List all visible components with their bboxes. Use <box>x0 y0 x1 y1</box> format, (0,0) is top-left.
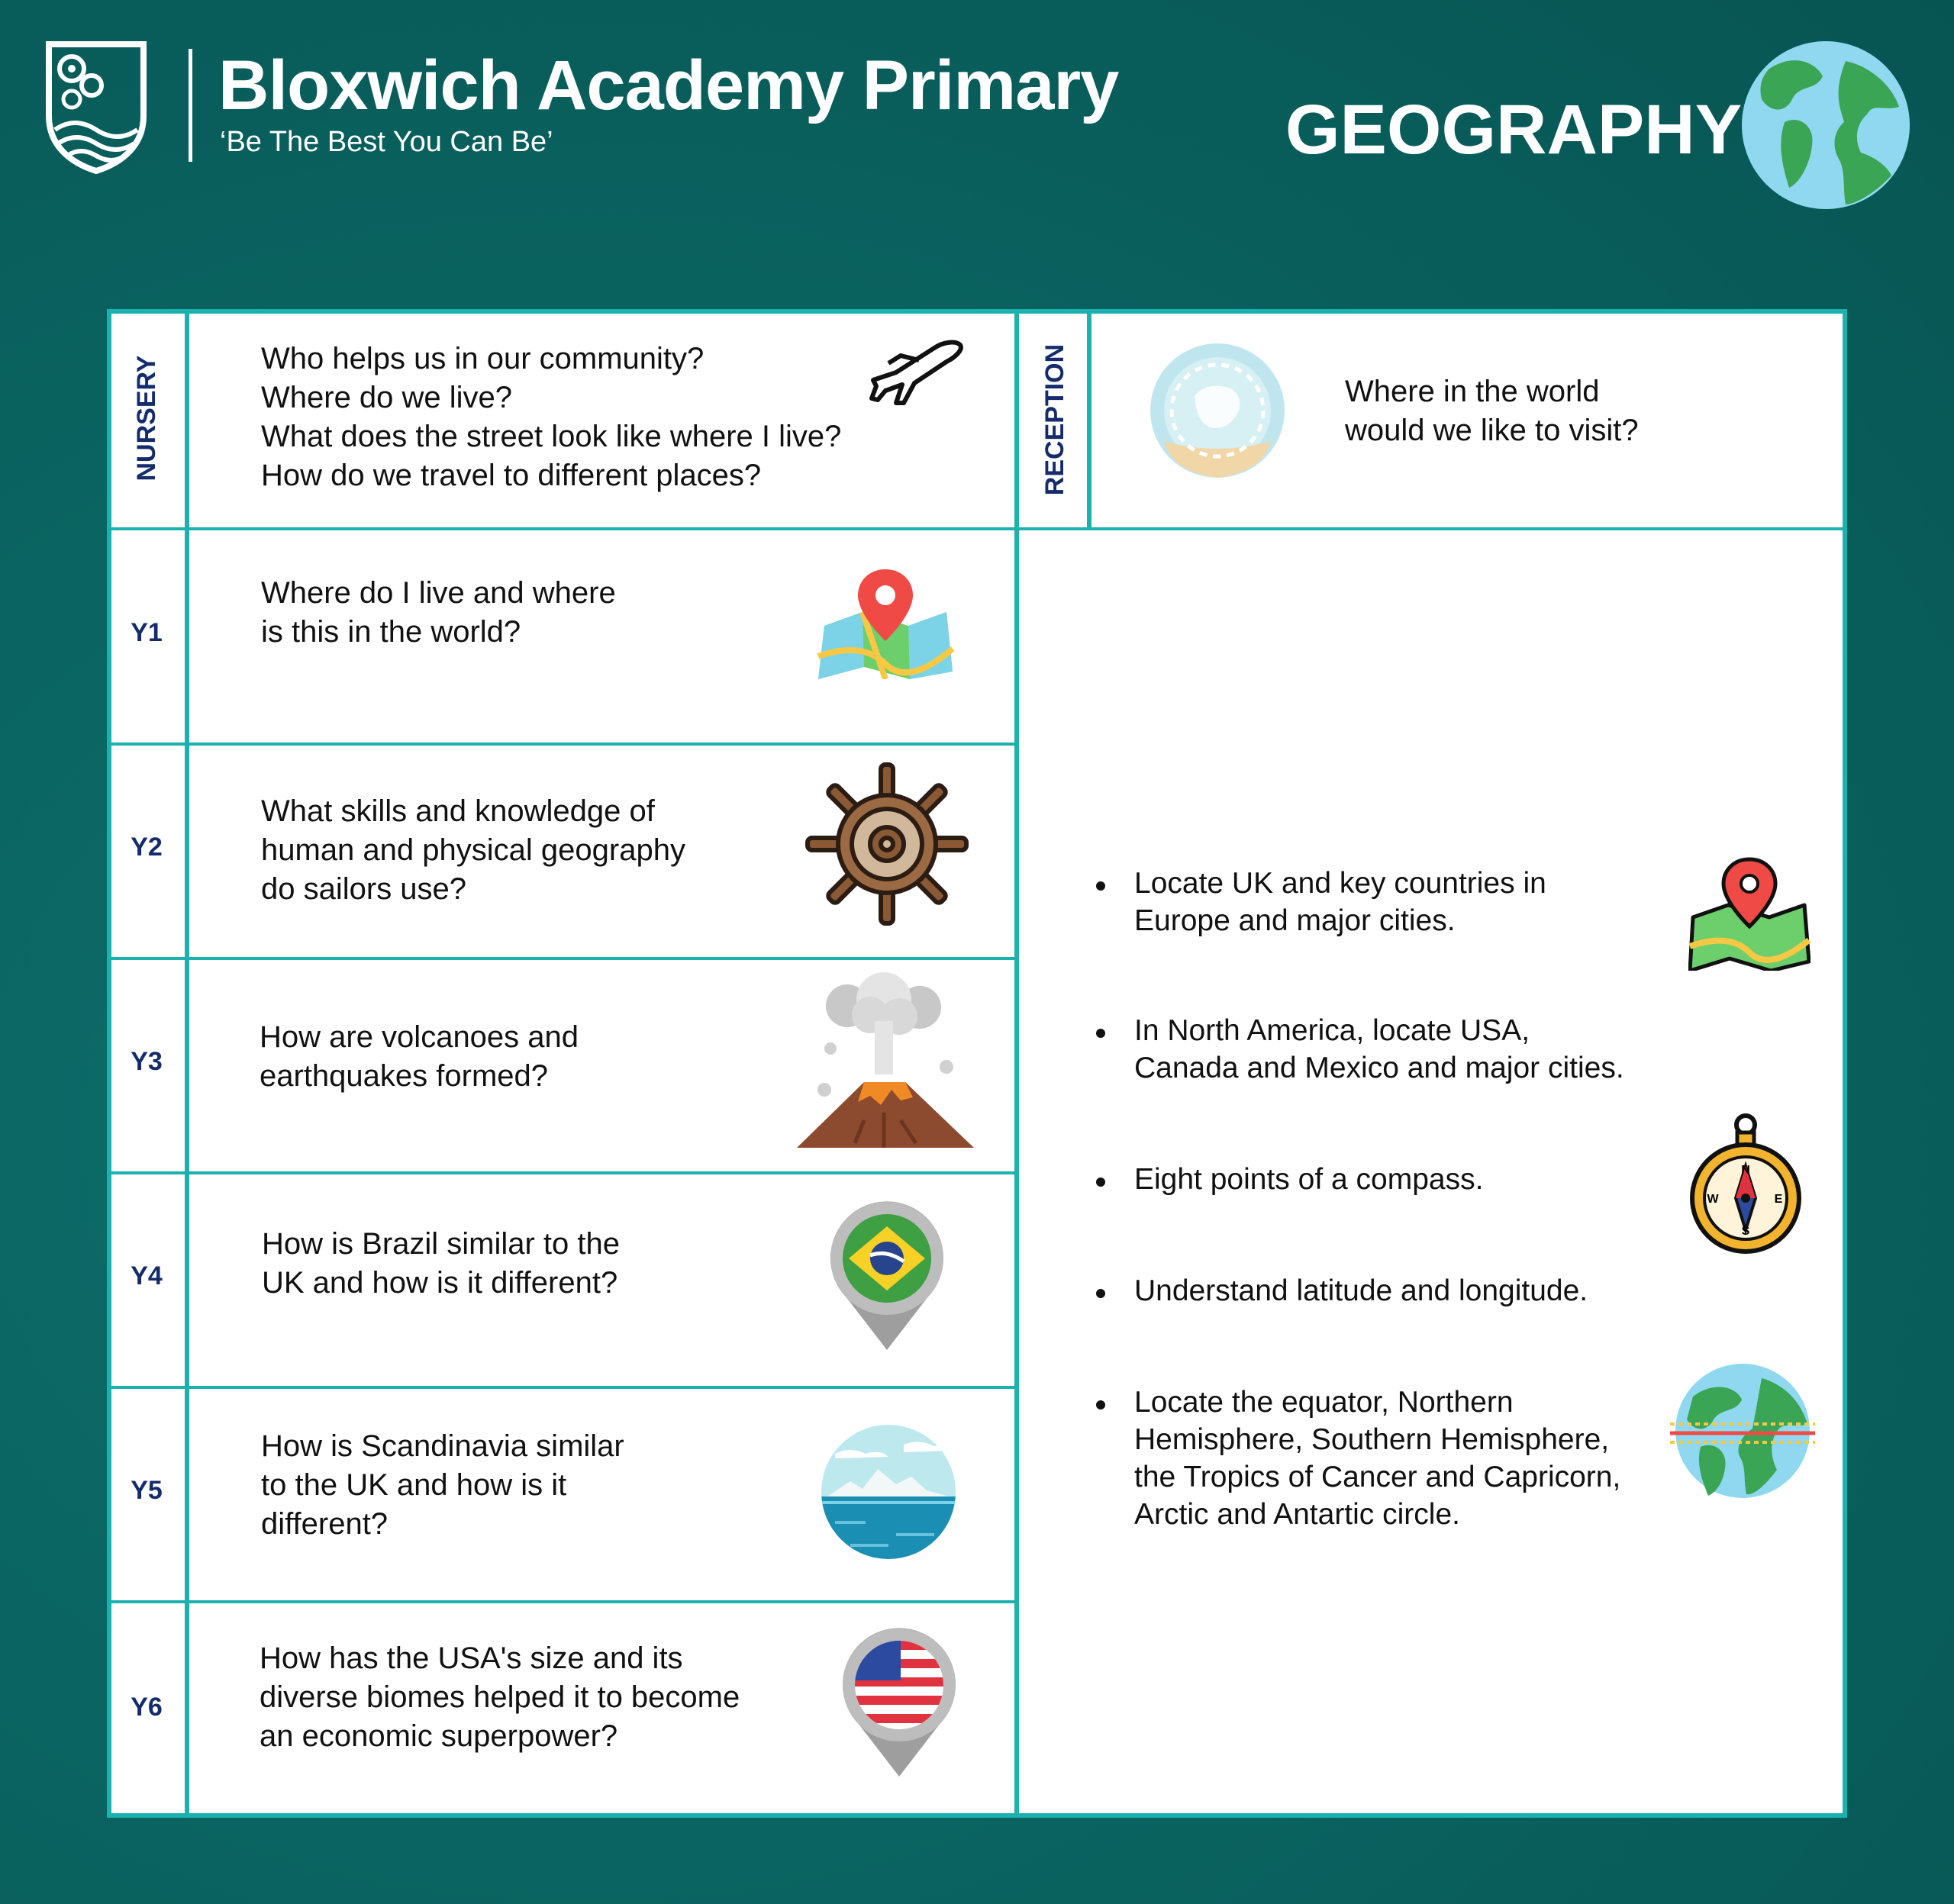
header <box>0 0 1954 229</box>
compass-icon <box>1688 1113 1803 1258</box>
question-line: human and physical geography <box>261 833 685 867</box>
row-divider <box>111 527 1843 530</box>
question-line: diverse biomes helped it to become <box>260 1680 740 1714</box>
question-line: How has the USA's size and its <box>260 1641 683 1675</box>
compass-e: E <box>1774 1193 1783 1206</box>
brazil-pin-icon <box>811 1200 963 1353</box>
volcano-icon <box>794 968 977 1151</box>
subject-title: GEOGRAPHY <box>1285 91 1743 169</box>
snow-globe-icon <box>1149 342 1286 479</box>
globe-icon <box>1739 38 1913 212</box>
header-divider <box>189 49 192 162</box>
y5-question <box>261 1427 795 1544</box>
year-label-y1: Y1 <box>131 618 163 647</box>
middle-divider <box>1014 314 1019 1813</box>
reception-question <box>1345 372 1742 450</box>
iceberg-icon <box>820 1423 957 1561</box>
row-divider <box>111 743 1016 746</box>
nursery-questions <box>261 340 887 495</box>
ship-wheel-icon <box>803 760 971 928</box>
question-line: How is Scandinavia similar <box>261 1429 624 1463</box>
year-label-y5: Y5 <box>131 1476 163 1505</box>
school-name: Bloxwich Academy Primary <box>218 47 1119 124</box>
map-pin-icon <box>817 565 954 679</box>
reception-label: RECEPTION <box>1040 343 1069 496</box>
question-line: to the UK and how is it <box>261 1468 567 1502</box>
year-label-y6: Y6 <box>131 1693 163 1722</box>
question-line: is this in the world? <box>261 615 521 649</box>
school-motto: ‘Be The Best You Can Be’ <box>220 126 553 158</box>
usa-pin-icon <box>823 1627 975 1780</box>
compass-n: N <box>1741 1164 1750 1177</box>
row-divider <box>111 957 1016 960</box>
row-divider <box>111 1386 1016 1389</box>
year-label-y4: Y4 <box>131 1261 163 1290</box>
skill-item: Understand latitude and longitude. <box>1096 1272 1676 1310</box>
question-line: would we like to visit? <box>1345 414 1639 447</box>
question-line: Who helps us in our community? <box>261 342 705 375</box>
airplane-icon <box>866 333 972 409</box>
y1-question <box>261 574 795 652</box>
question-line: Where do we live? <box>261 381 513 414</box>
equator-globe-icon <box>1670 1358 1815 1503</box>
skill-item: Locate UK and key countries in Europe and major cities. <box>1096 865 1638 939</box>
compass-w: W <box>1707 1193 1719 1206</box>
question-line: How do we travel to different places? <box>261 459 762 492</box>
y2-question <box>261 792 795 909</box>
skill-item: Locate the equator, Northern Hemisphere, Southern Hemisphere, the Tropics of Cancer and Capricorn, Arctic and Antartic circle. <box>1096 1384 1638 1533</box>
year-label-y3: Y3 <box>131 1047 163 1076</box>
skills-list <box>1096 865 1676 1533</box>
row-divider <box>111 1171 1016 1174</box>
right-label-divider <box>1087 314 1091 527</box>
question-line: different? <box>261 1507 389 1541</box>
year-label-y2: Y2 <box>131 833 163 862</box>
left-label-divider <box>185 314 189 1813</box>
question-line: What skills and knowledge of <box>261 794 655 828</box>
question-line: How are volcanoes and <box>260 1020 579 1054</box>
skill-item: Eight points of a compass. <box>1096 1161 1676 1198</box>
y3-question <box>260 1018 794 1096</box>
school-crest-icon <box>44 40 148 174</box>
question-line: an economic superpower? <box>260 1719 618 1753</box>
question-line: UK and how is it different? <box>262 1266 618 1300</box>
map-pin-icon <box>1688 856 1811 971</box>
row-divider <box>111 1600 1016 1603</box>
question-line: Where in the world <box>1345 375 1600 408</box>
question-line: What does the street look like where I live? <box>261 420 842 453</box>
question-line: How is Brazil similar to the <box>262 1227 621 1261</box>
question-line: Where do I live and where <box>261 576 616 610</box>
y6-question <box>260 1639 809 1756</box>
question-line: earthquakes formed? <box>260 1059 549 1093</box>
skill-item: In North America, locate USA, Canada and Mexico and major cities. <box>1096 1012 1638 1087</box>
compass-s: S <box>1741 1225 1750 1238</box>
y4-question <box>262 1225 796 1303</box>
question-line: do sailors use? <box>261 872 467 906</box>
nursery-label: NURSERY <box>132 355 161 482</box>
